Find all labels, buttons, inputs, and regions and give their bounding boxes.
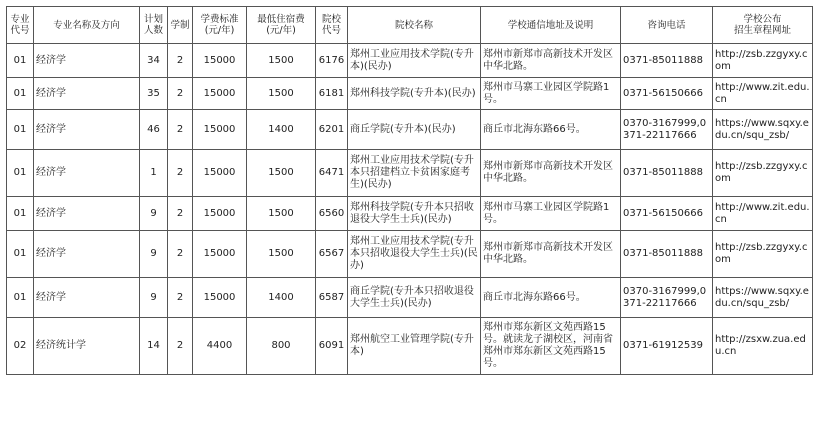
cell-school-code: 6181 xyxy=(316,78,348,110)
cell-lodging-fee: 800 xyxy=(247,318,316,375)
cell-school-code: 6587 xyxy=(316,278,348,318)
cell-school-code: 6176 xyxy=(316,44,348,78)
header-plan-count: 计划 人数 xyxy=(140,7,168,44)
cell-website: https://www.sqxy.edu.cn/squ_zsb/ xyxy=(713,110,813,150)
cell-duration: 2 xyxy=(168,278,193,318)
cell-duration: 2 xyxy=(168,110,193,150)
cell-major-code: 01 xyxy=(7,110,34,150)
cell-duration: 2 xyxy=(168,231,193,278)
cell-website: http://zsb.zzgyxy.com xyxy=(713,231,813,278)
cell-tuition: 15000 xyxy=(193,197,247,231)
header-school-name: 院校名称 xyxy=(348,7,481,44)
cell-phone: 0370-3167999,0371-22117666 xyxy=(621,110,713,150)
cell-major-code: 01 xyxy=(7,278,34,318)
table-row xyxy=(7,150,813,197)
cell-website: http://www.zit.edu.cn xyxy=(713,78,813,110)
cell-major-name: 经济学 xyxy=(34,231,140,278)
header-major-name: 专业名称及方向 xyxy=(34,7,140,44)
cell-plan-count: 9 xyxy=(140,197,168,231)
cell-plan-count: 9 xyxy=(140,231,168,278)
cell-plan-count: 35 xyxy=(140,78,168,110)
cell-duration: 2 xyxy=(168,44,193,78)
table-row xyxy=(7,231,813,278)
cell-tuition: 15000 xyxy=(193,278,247,318)
cell-address: 商丘市北海东路66号。 xyxy=(481,278,621,318)
cell-school-code: 6567 xyxy=(316,231,348,278)
admission-table-container xyxy=(6,6,813,375)
cell-major-name: 经济学 xyxy=(34,44,140,78)
cell-address: 郑州市马寨工业园区学院路1号。 xyxy=(481,78,621,110)
cell-phone: 0371-56150666 xyxy=(621,197,713,231)
cell-major-name: 经济统计学 xyxy=(34,318,140,375)
cell-tuition: 15000 xyxy=(193,150,247,197)
cell-tuition: 15000 xyxy=(193,78,247,110)
cell-tuition: 4400 xyxy=(193,318,247,375)
cell-lodging-fee: 1500 xyxy=(247,44,316,78)
cell-tuition: 15000 xyxy=(193,110,247,150)
cell-school-name: 郑州工业应用技术学院(专升本只招收退役大学生士兵)(民办) xyxy=(348,231,481,278)
cell-phone: 0370-3167999,0371-22117666 xyxy=(621,278,713,318)
cell-address: 郑州市新郑市高新技术开发区中华北路。 xyxy=(481,44,621,78)
cell-lodging-fee: 1400 xyxy=(247,110,316,150)
cell-major-name: 经济学 xyxy=(34,278,140,318)
cell-major-code: 01 xyxy=(7,231,34,278)
cell-major-name: 经济学 xyxy=(34,78,140,110)
cell-website: http://zsb.zzgyxy.com xyxy=(713,150,813,197)
table-row xyxy=(7,44,813,78)
table-header-row xyxy=(7,7,813,44)
cell-school-name: 商丘学院(专升本)(民办) xyxy=(348,110,481,150)
cell-phone: 0371-85011888 xyxy=(621,231,713,278)
cell-tuition: 15000 xyxy=(193,231,247,278)
cell-address: 郑州市马寨工业园区学院路1号。 xyxy=(481,197,621,231)
cell-lodging-fee: 1500 xyxy=(247,150,316,197)
cell-lodging-fee: 1500 xyxy=(247,197,316,231)
cell-school-code: 6091 xyxy=(316,318,348,375)
cell-website: http://zsxw.zua.edu.cn xyxy=(713,318,813,375)
cell-major-code: 02 xyxy=(7,318,34,375)
cell-plan-count: 34 xyxy=(140,44,168,78)
table-row xyxy=(7,110,813,150)
cell-school-name: 郑州科技学院(专升本)(民办) xyxy=(348,78,481,110)
cell-major-name: 经济学 xyxy=(34,197,140,231)
cell-address: 郑州市新郑市高新技术开发区中华北路。 xyxy=(481,150,621,197)
cell-major-code: 01 xyxy=(7,150,34,197)
cell-school-code: 6560 xyxy=(316,197,348,231)
cell-tuition: 15000 xyxy=(193,44,247,78)
header-major-code: 专业 代号 xyxy=(7,7,34,44)
cell-school-name: 郑州工业应用技术学院(专升本)(民办) xyxy=(348,44,481,78)
cell-plan-count: 46 xyxy=(140,110,168,150)
cell-phone: 0371-85011888 xyxy=(621,44,713,78)
cell-school-name: 郑州工业应用技术学院(专升本只招建档立卡贫困家庭考生)(民办) xyxy=(348,150,481,197)
cell-plan-count: 9 xyxy=(140,278,168,318)
cell-website: https://www.sqxy.edu.cn/squ_zsb/ xyxy=(713,278,813,318)
header-tuition: 学费标准 (元/年) xyxy=(193,7,247,44)
cell-address: 郑州市新郑市高新技术开发区中华北路。 xyxy=(481,231,621,278)
cell-address: 郑州市郑东新区文苑西路15号。就读龙子湖校区，河南省郑州市郑东新区文苑西路15号。 xyxy=(481,318,621,375)
cell-phone: 0371-85011888 xyxy=(621,150,713,197)
header-website: 学校公布 招生章程网址 xyxy=(713,7,813,44)
cell-school-name: 郑州航空工业管理学院(专升本) xyxy=(348,318,481,375)
cell-major-name: 经济学 xyxy=(34,110,140,150)
cell-major-name: 经济学 xyxy=(34,150,140,197)
cell-duration: 2 xyxy=(168,150,193,197)
cell-duration: 2 xyxy=(168,197,193,231)
cell-duration: 2 xyxy=(168,318,193,375)
header-duration: 学制 xyxy=(168,7,193,44)
cell-lodging-fee: 1400 xyxy=(247,278,316,318)
header-lodging-fee: 最低住宿费 (元/年) xyxy=(247,7,316,44)
cell-major-code: 01 xyxy=(7,78,34,110)
cell-lodging-fee: 1500 xyxy=(247,78,316,110)
header-address: 学校通信地址及说明 xyxy=(481,7,621,44)
cell-website: http://zsb.zzgyxy.com xyxy=(713,44,813,78)
table-row xyxy=(7,78,813,110)
cell-lodging-fee: 1500 xyxy=(247,231,316,278)
cell-duration: 2 xyxy=(168,78,193,110)
cell-school-name: 郑州科技学院(专升本只招收退役大学生士兵)(民办) xyxy=(348,197,481,231)
table-row xyxy=(7,197,813,231)
table-row xyxy=(7,318,813,375)
cell-website: http://www.zit.edu.cn xyxy=(713,197,813,231)
cell-plan-count: 14 xyxy=(140,318,168,375)
header-phone: 咨询电话 xyxy=(621,7,713,44)
cell-address: 商丘市北海东路66号。 xyxy=(481,110,621,150)
cell-school-code: 6201 xyxy=(316,110,348,150)
cell-school-code: 6471 xyxy=(316,150,348,197)
cell-phone: 0371-56150666 xyxy=(621,78,713,110)
table-row xyxy=(7,278,813,318)
header-school-code: 院校 代号 xyxy=(316,7,348,44)
admission-plan-table xyxy=(6,6,813,375)
cell-school-name: 商丘学院(专升本只招收退役大学生士兵)(民办) xyxy=(348,278,481,318)
cell-phone: 0371-61912539 xyxy=(621,318,713,375)
cell-major-code: 01 xyxy=(7,44,34,78)
cell-major-code: 01 xyxy=(7,197,34,231)
cell-plan-count: 1 xyxy=(140,150,168,197)
